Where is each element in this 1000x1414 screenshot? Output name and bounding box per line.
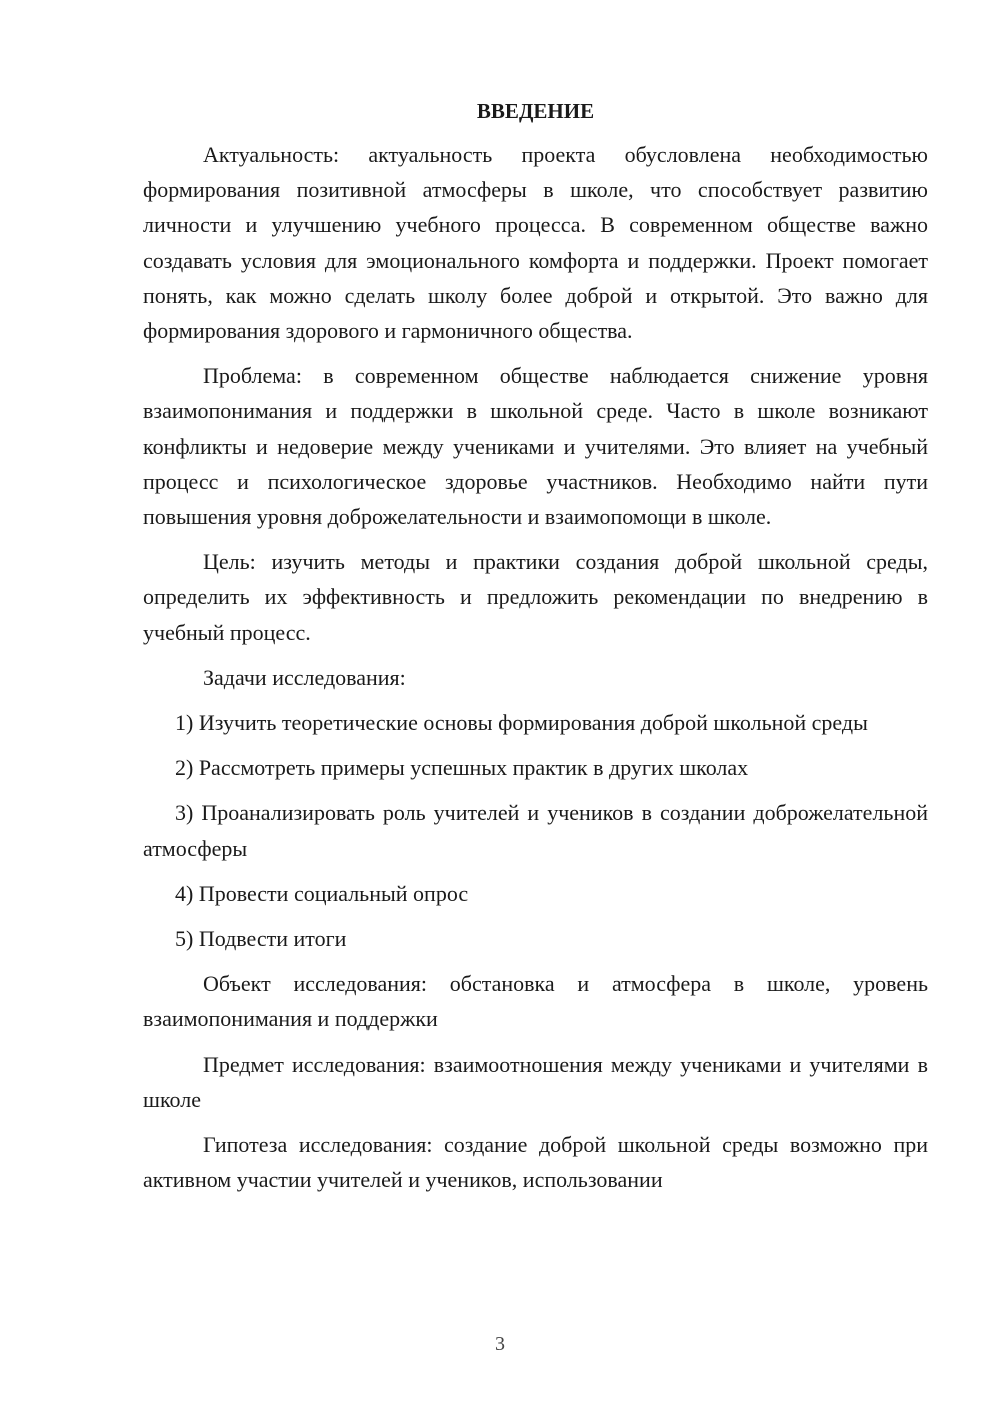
task-item-5: 5) Подвести итоги (175, 926, 347, 952)
page-number: 3 (495, 1333, 505, 1355)
task-item-1: 1) Изучить теоретические основы формирования доброй школьной среды (175, 710, 868, 736)
paragraph-object: Объект исследования: обстановка и атмосфера в школе, уровень взаимопонимания и поддержки (143, 971, 928, 1032)
task-item-3: 3) Проанализировать роль учителей и учеников в создании доброжелательной атмосферы (143, 800, 928, 861)
paragraph-problem: Проблема: в современном обществе наблюдается снижение уровня взаимопонимания и поддержки в школьной среде. Часто в школе возникают конфликты и недоверие между учениками и учителями. Это влияет на учебный процесс и психологическое здоровье участников. Необходимо найти пути повышения уровня доброжелательности и взаимопомощи в школе. (143, 363, 928, 530)
paragraph-hypothesis: Гипотеза исследования: создание доброй школьной среды возможно при активном участии учителей и учеников, использовании (143, 1132, 928, 1193)
paragraph-goal: Цель: изучить методы и практики создания доброй школьной среды, определить их эффективность и предложить рекомендации по внедрению в учебный процесс. (143, 549, 928, 645)
document-page (143, 95, 928, 1207)
paragraph-subject: Предмет исследования: взаимоотношения между учениками и учителями в школе (143, 1051, 928, 1112)
task-item-4: 4) Провести социальный опрос (175, 880, 469, 906)
task-item-2: 2) Рассмотреть примеры успешных практик в других школах (175, 755, 749, 781)
tasks-heading: Задачи исследования: (203, 664, 406, 690)
section-title: ВВЕДЕНИЕ (476, 99, 595, 123)
paragraph-actuality: Актуальность: актуальность проекта обусловлена необходимостью формирования позитивной атмосферы в школе, что способствует развитию личности и улучшению учебного процесса. В современном обществе важно создавать условия для эмоционального комфорта и поддержки. Проект помогает понять, как можно сделать школу более доброй и открытой. Это важно для формирования здорового и гармоничного общества. (143, 142, 928, 344)
